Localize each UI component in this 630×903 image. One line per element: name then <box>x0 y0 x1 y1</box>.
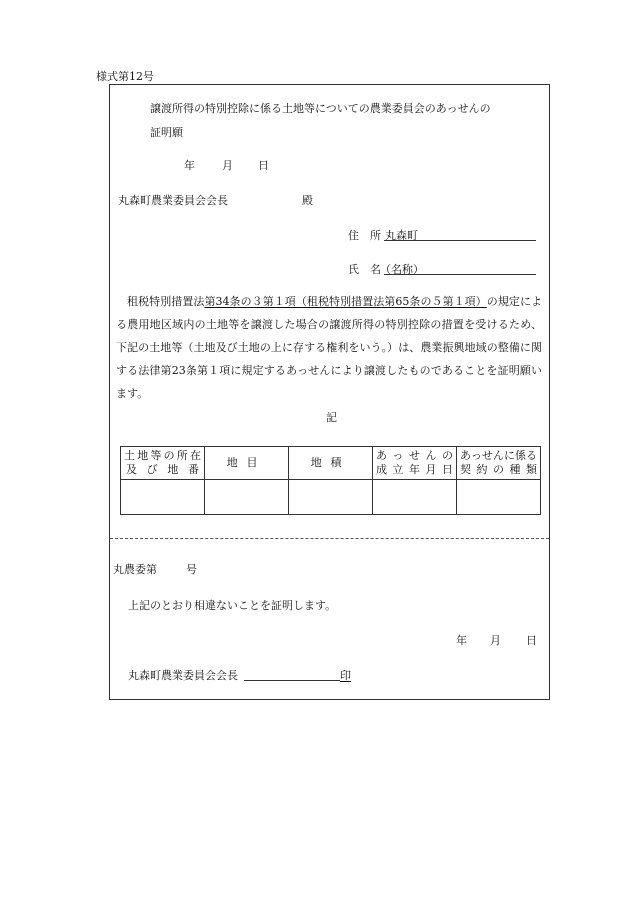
cert-number-suffix: 号 <box>186 563 197 576</box>
seal-mark: 印 <box>340 669 351 682</box>
header-location: 土地等の所在 及び地番 <box>121 447 205 480</box>
date-year-label: 年 <box>184 159 195 172</box>
land-table <box>120 446 541 515</box>
header-land-area: 地積 <box>289 447 373 480</box>
honorific: 殿 <box>302 194 313 207</box>
table-cell[interactable] <box>457 480 541 515</box>
body-lead: 租税特別措置法 <box>127 295 205 308</box>
cert-issuer: 丸森町農業委員会会長 <box>128 669 238 682</box>
body-rest: の規定による農用地区域内の土地等を譲渡した場合の譲渡所得の特別控除の措置を受けるため、下記の土地等（土地及び土地の上に存する権利をいう。）は、農業振興地域の整備に関する法律第23条第１項に規定するあっせんにより譲渡したものであることを証明願います。 <box>116 295 542 400</box>
form-number-label: 様式第12号 <box>96 70 154 83</box>
dashed-separator <box>110 538 549 539</box>
issuer-underline <box>244 680 340 681</box>
name-label: 氏 名 <box>348 263 381 276</box>
cert-statement: 上記のとおり相違ないことを証明します。 <box>128 599 337 612</box>
title-line-1: 譲渡所得の特別控除に係る土地等についての農業委員会のあっせんの <box>150 102 491 115</box>
table-cell[interactable] <box>289 480 373 515</box>
table-cell[interactable] <box>373 480 457 515</box>
header-land-category: 地目 <box>205 447 289 480</box>
addressee: 丸森町農業委員会会長 <box>118 194 228 207</box>
address-underline <box>384 240 536 241</box>
body-paragraph <box>116 290 542 405</box>
ki-label: 記 <box>326 411 337 424</box>
body-underlined-clause: 第34条の３第１項（租税特別措置法第65条の５第１項） <box>204 295 487 308</box>
header-mediation-date: あっせんの 成立年月日 <box>373 447 457 480</box>
title-line-2: 証明願 <box>150 126 183 139</box>
table-cell[interactable] <box>205 480 289 515</box>
cert-date-year: 年 <box>456 634 467 647</box>
cert-date-day: 日 <box>526 634 537 647</box>
table-cell[interactable] <box>121 480 205 515</box>
cert-date-month: 月 <box>490 634 501 647</box>
table-header-row <box>121 447 541 480</box>
cert-number-prefix: 丸農委第 <box>113 563 157 576</box>
header-contract-type: あっせんに係る 契約の種類 <box>457 447 541 480</box>
address-value: 丸森町 <box>385 229 418 242</box>
date-month-label: 月 <box>222 159 233 172</box>
name-underline <box>384 274 536 275</box>
table-row <box>121 480 541 515</box>
date-day-label: 日 <box>258 159 269 172</box>
address-label: 住 所 <box>348 229 381 242</box>
name-value: （名称） <box>380 263 424 276</box>
